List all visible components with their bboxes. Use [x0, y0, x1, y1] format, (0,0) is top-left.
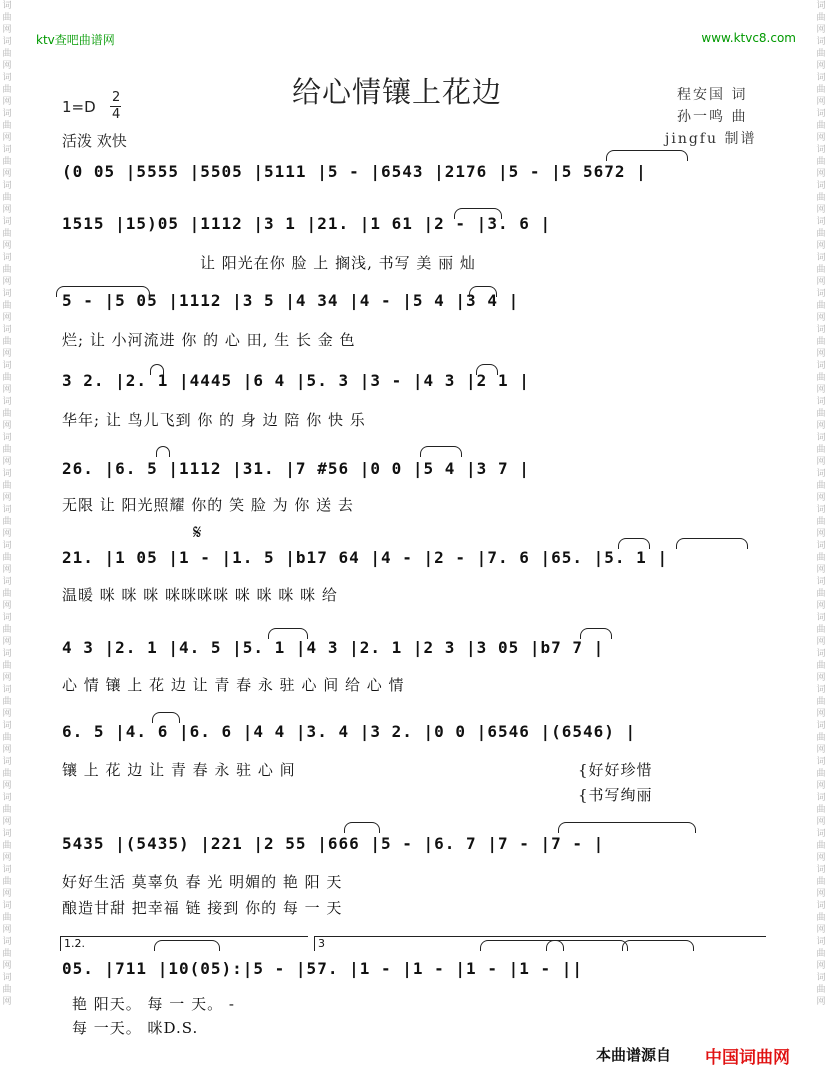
time-signature-bottom: 4	[112, 107, 121, 122]
lyric-line: 艳 阳天。 每 一 天。 -	[72, 995, 235, 1013]
tie-arc	[476, 364, 498, 375]
arranger-credit: jingfu 制谱	[665, 131, 757, 147]
song-title: 给心情镶上花边	[292, 75, 503, 109]
notation-row: 5435 |(5435) |221 |2 55 |666 |5 - |6. 7 |7 - |7 - |	[62, 834, 605, 853]
lyric-line: 让 阳光在你 脸 上 搁浅, 书写 美 丽 灿	[200, 254, 476, 272]
lyric-line: 心 情 镶 上 花 边 让 青 春 永 驻 心 间 给 心 情	[62, 676, 405, 694]
lyric-line: {好好珍惜	[578, 761, 653, 779]
segno-sign: 𝄋	[193, 520, 202, 544]
lyric-line: {书写绚丽	[578, 786, 653, 804]
tie-arc	[606, 150, 688, 161]
notation-row: 3 2. |2. 1 |4445 |6 4 |5. 3 |3 - |4 3 |2 1 |	[62, 371, 530, 390]
tie-arc	[676, 538, 748, 549]
notation-row: 05. |711 |10(05):|5 - |57. |1 - |1 - |1 - |1 - ||	[62, 959, 584, 978]
notation-row: 26. |6. 5 |1112 |31. |7 #56 |0 0 |5 4 |3 7 |	[62, 459, 530, 478]
notation-row: 21. |1 05 |1 - |1. 5 |b17 64 |4 - |2 - |7. 6 |65. |5. 1 |	[62, 548, 669, 567]
tie-arc	[344, 822, 380, 833]
composer-credit: 孙一鸣 曲	[677, 109, 748, 125]
lyric-line: 烂; 让 小河流进 你 的 心 田, 生 长 金 色	[62, 331, 356, 349]
notation-row: 5 - |5 05 |1112 |3 5 |4 34 |4 - |5 4 |3 4 |	[62, 291, 520, 310]
lyric-line: 每 一天。 咪D.S.	[72, 1019, 199, 1037]
tie-arc	[580, 628, 612, 639]
tie-arc	[454, 208, 502, 219]
volta-first-ending: 1.2.	[60, 936, 308, 951]
tie-arc	[268, 628, 308, 639]
source-label: 本曲谱源自	[596, 1046, 672, 1064]
notation-row: (0 05 |5555 |5505 |5111 |5 - |6543 |2176 |5 - |5 5672 |	[62, 162, 647, 181]
tie-arc	[420, 446, 462, 457]
key-signature: 1=D	[62, 98, 96, 116]
tie-arc	[558, 822, 696, 833]
watermark-margin-right: 词曲网词曲网词曲网词曲网词曲网词曲网词曲网词曲网词曲网词曲网词曲网词曲网词曲网词曲网词曲网词曲网词曲网词曲网词曲网词曲网词曲网词曲网词曲网词曲网词曲网词曲网词曲网词曲网	[816, 1, 826, 1007]
lyric-line: 酿造甘甜 把幸福 链 接到 你的 每 一 天	[62, 899, 343, 917]
source-brand-link[interactable]: 中国词曲网	[705, 1048, 790, 1068]
tie-arc	[152, 712, 180, 723]
time-signature-top: 2	[112, 90, 121, 105]
lyric-line: 华年; 让 鸟儿飞到 你 的 身 边 陪 你 快 乐	[62, 411, 366, 429]
volta-second-ending: 3	[314, 936, 766, 951]
tie-arc	[150, 364, 164, 375]
notation-row: 6. 5 |4. 6 |6. 6 |4 4 |3. 4 |3 2. |0 0 |6546 |(6546) |	[62, 722, 637, 741]
tie-arc	[156, 446, 170, 457]
tempo-marking: 活泼 欢快	[62, 132, 127, 150]
lyric-line: 镶 上 花 边 让 青 春 永 驻 心 间	[62, 761, 296, 779]
site-link-left[interactable]: ktv查吧曲谱网	[36, 33, 115, 47]
site-link-right[interactable]: www.ktvc8.com	[701, 31, 796, 45]
lyricist-credit: 程安国 词	[677, 87, 748, 103]
lyric-line: 温暖 咪 咪 咪 咪咪咪咪 咪 咪 咪 咪 给	[62, 586, 338, 604]
watermark-margin-left: 词曲网词曲网词曲网词曲网词曲网词曲网词曲网词曲网词曲网词曲网词曲网词曲网词曲网词曲网词曲网词曲网词曲网词曲网词曲网词曲网词曲网词曲网词曲网词曲网词曲网词曲网词曲网词曲网	[2, 1, 12, 1007]
tie-arc	[469, 286, 497, 297]
lyric-line: 好好生活 莫辜负 春 光 明媚的 艳 阳 天	[62, 873, 343, 891]
notation-row: 4 3 |2. 1 |4. 5 |5. 1 |4 3 |2. 1 |2 3 |3 05 |b7 7 |	[62, 638, 605, 657]
tie-arc	[618, 538, 650, 549]
lyric-line: 无限 让 阳光照耀 你的 笑 脸 为 你 送 去	[62, 496, 354, 514]
notation-row: 1515 |15)05 |1112 |3 1 |21. |1 61 |2 - |3. 6 |	[62, 214, 552, 233]
tie-arc	[56, 286, 150, 297]
